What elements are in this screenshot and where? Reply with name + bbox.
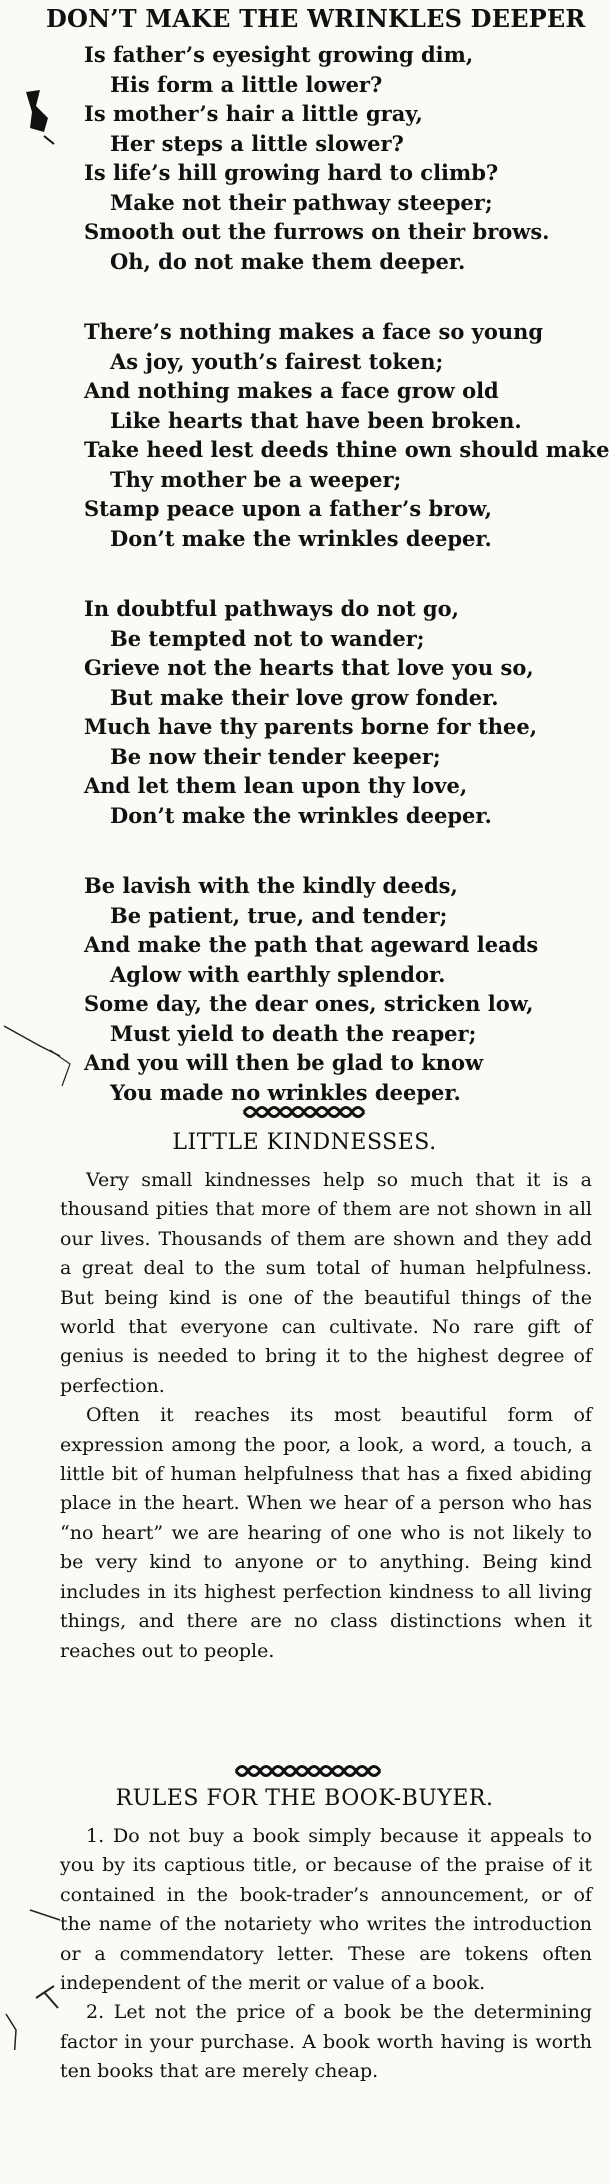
poem-line: Make not their pathway steeper;: [110, 189, 493, 215]
scratch-mark: [0, 1020, 80, 1100]
poem-line: Is life’s hill growing hard to climb?: [84, 160, 499, 185]
poem-line: You made no wrinkles deeper.: [110, 1079, 461, 1105]
poem-line: Must yield to death the reaper;: [110, 1020, 477, 1046]
poem-line: Smooth out the furrows on their brows.: [84, 219, 550, 244]
poem-line: Is father’s eyesight growing dim,: [84, 42, 474, 67]
poem-line: Don’t make the wrinkles deeper.: [110, 802, 492, 828]
poem-line: In doubtful pathways do not go,: [84, 596, 459, 621]
poem-line: Oh, do not make them deeper.: [110, 248, 466, 274]
poem-line: Her steps a little slower?: [110, 130, 404, 156]
ornament-divider: [0, 1098, 609, 1126]
poem-line: Don’t make the wrinkles deeper.: [110, 525, 492, 551]
ornament-divider: [0, 1757, 609, 1785]
poem-line: Aglow with earthly splendor.: [110, 961, 446, 987]
poem-line: Be lavish with the kindly deeds,: [84, 873, 458, 898]
poem-line: Be patient, true, and tender;: [110, 902, 448, 928]
poem-line: Stamp peace upon a father’s brow,: [84, 496, 492, 521]
poem-line: There’s nothing makes a face so young: [84, 319, 544, 344]
article-paragraph: Very small kindnesses help so much that it is a thousand pities that more of them are not shown in all our lives. Thousands of them are shown and they add a great deal to the sum total of human helpfulness. But being kind is one of the beautiful things of the world that everyone can cultivate. No rare gift of genius is needed to bring it to the highest degree of perfection.: [60, 1169, 592, 1397]
poem-body: [0, 40, 609, 1148]
rules-article: [60, 1822, 592, 2087]
poem-stanza: [0, 594, 609, 830]
poem-line: Like hearts that have been broken.: [110, 407, 522, 433]
article-paragraph: 2. Let not the price of a book be the determining factor in your purchase. A book worth having is worth ten books that are merely cheap.: [60, 2001, 592, 2083]
article-paragraph: Often it reaches its most beautiful form of expression among the poor, a look, a word, a touch, a little bit of human helpfulness that has a fixed abiding place in the heart. When we hear of a person who has “no heart” we are hearing of one who is not likely to be very kind to anyone or to anything. Being kind includes in its highest perfection kindness to all living things, and there are no class distinctions when it reaches out to people.: [60, 1404, 592, 1662]
kindness-article: [60, 1166, 592, 1666]
poem-line: Some day, the dear ones, stricken low,: [84, 991, 534, 1016]
poem-line: Thy mother be a weeper;: [110, 466, 402, 492]
article-paragraph: 1. Do not buy a book simply because it appeals to you by its captious title, or because of the praise of it contained in the book-trader’s announcement, or of the name of the notariety who writes the introduction or a commendatory letter. These are tokens often independent of the merit or value of a book.: [60, 1825, 592, 1995]
poem-line: And nothing makes a face grow old: [84, 378, 499, 403]
poem-line: And make the path that ageward leads: [84, 932, 539, 957]
poem-line: Grieve not the hearts that love you so,: [84, 655, 534, 680]
section-heading-kindness: LITTLE KINDNESSES.: [172, 1130, 437, 1155]
poem-line: Be tempted not to wander;: [110, 625, 425, 651]
scratch-mark: [0, 1890, 70, 2050]
poem-line: And you will then be glad to know: [84, 1050, 484, 1075]
poem-line: As joy, youth’s fairest token;: [110, 348, 444, 374]
poem-line: Take heed lest deeds thine own should make: [84, 437, 609, 462]
poem-line: Much have thy parents borne for thee,: [84, 714, 538, 739]
poem-title: DON’T MAKE THE WRINKLES DEEPER: [46, 4, 586, 33]
poem-stanza: [0, 40, 609, 276]
ink-blot-mark: [18, 88, 58, 148]
poem-line: Be now their tender keeper;: [110, 743, 441, 769]
poem-stanza: [0, 871, 609, 1107]
poem-line: Is mother’s hair a little gray,: [84, 101, 423, 126]
poem-line: But make their love grow fonder.: [110, 684, 499, 710]
poem-line: And let them lean upon thy love,: [84, 773, 468, 798]
section-heading-rules: RULES FOR THE BOOK-BUYER.: [115, 1786, 494, 1811]
poem-line: His form a little lower?: [110, 71, 383, 97]
poem-stanza: [0, 317, 609, 553]
